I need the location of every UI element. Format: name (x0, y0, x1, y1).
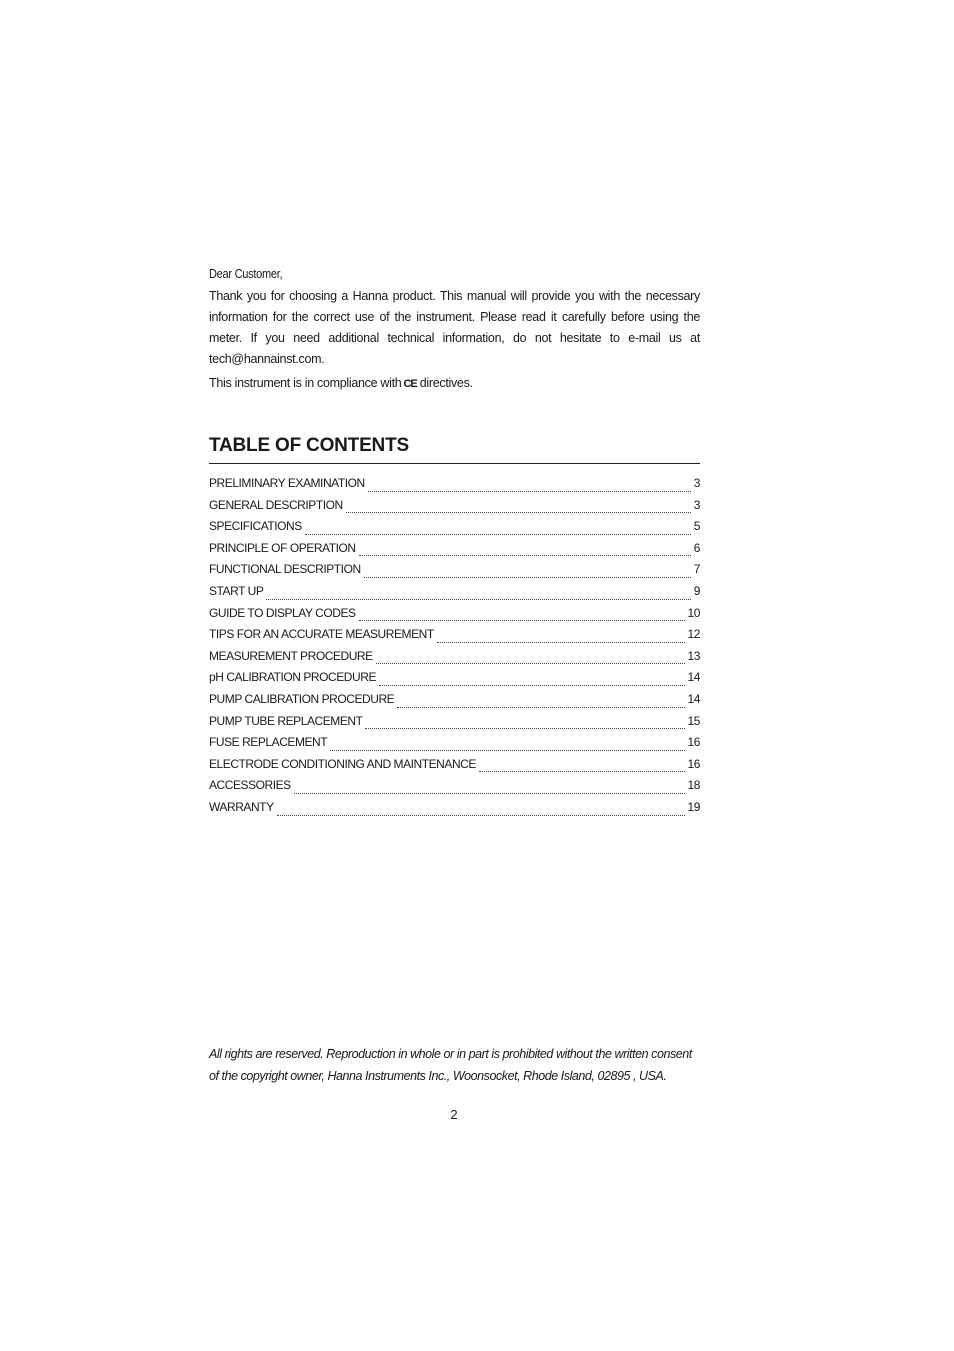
toc-dot-leader (294, 792, 685, 794)
toc-entry (209, 670, 700, 692)
toc-entry-label: FUNCTIONAL DESCRIPTION (209, 562, 361, 577)
toc-dot-leader (397, 706, 684, 708)
toc-heading: TABLE OF CONTENTS (209, 434, 700, 464)
toc-entry (209, 606, 700, 628)
toc-entry-label: MEASUREMENT PROCEDURE (209, 648, 373, 663)
toc-entry (209, 800, 700, 822)
toc-entry-label: TIPS FOR AN ACCURATE MEASUREMENT (209, 627, 434, 642)
toc-dot-leader (346, 511, 691, 513)
toc-entry-label: GUIDE TO DISPLAY CODES (209, 605, 356, 620)
compliance-text: This instrument is in compliance with (209, 376, 402, 390)
toc-entry-label: ACCESSORIES (209, 778, 291, 793)
toc-entry (209, 735, 700, 757)
toc-entry-label: PUMP CALIBRATION PROCEDURE (209, 691, 395, 706)
toc-entry-label: pH CALIBRATION PROCEDURE (209, 670, 377, 685)
toc-entry (209, 541, 700, 563)
toc-entry-label: PRINCIPLE OF OPERATION (209, 540, 356, 555)
toc-dot-leader (266, 598, 690, 600)
toc-entry (209, 562, 700, 584)
toc-entry-label: PRELIMINARY EXAMINATION (209, 476, 365, 490)
toc-entry-label: FUSE REPLACEMENT (209, 735, 328, 750)
toc-entry-page: 15 (687, 713, 700, 728)
toc-entry-label: START UP (209, 583, 264, 598)
toc-dot-leader (479, 770, 685, 772)
toc-dot-leader (359, 619, 685, 621)
toc-entry-page: 14 (687, 691, 700, 706)
toc-entry (209, 584, 700, 606)
toc-entry-page: 16 (687, 735, 700, 750)
toc-entry-page: 9 (693, 583, 700, 598)
toc-dot-leader (368, 490, 691, 492)
toc-entry-page: 14 (687, 670, 700, 685)
toc-entry-page: 13 (687, 648, 700, 663)
page-number: 2 (450, 1107, 458, 1122)
toc-dot-leader (364, 576, 691, 578)
copyright-notice: All rights are reserved. Reproduction in whole or in part is prohibited without the written consent of the copyright owner, Hanna Instruments Inc., Woonsocket, Rhode Island, 02895 , USA. (209, 1047, 692, 1083)
toc-dot-leader (379, 684, 685, 686)
intro-paragraph: Thank you for choosing a Hanna product. This manual will provide you with the necessary information for the correct use of the instrument. Please read it carefully before using the meter. If you need additional technical information, do not hesitate to e-mail us at tech@hannainst.com. (209, 289, 700, 366)
toc-entry (209, 714, 700, 736)
toc-entry-page: 12 (687, 627, 700, 642)
page-content (209, 264, 700, 822)
toc-entry (209, 649, 700, 671)
toc-entry-page: 6 (693, 540, 700, 555)
toc-entry (209, 778, 700, 800)
ce-mark-icon: CE (403, 378, 417, 390)
toc-dot-leader (330, 749, 684, 751)
compliance-statement (209, 373, 700, 395)
toc-entry (209, 498, 700, 520)
toc-entry-page: 3 (693, 476, 700, 490)
toc-dot-leader (359, 554, 691, 556)
toc-entry-label: SPECIFICATIONS (209, 519, 302, 534)
toc-entry (209, 519, 700, 541)
compliance-suffix: directives. (419, 376, 473, 390)
toc-entry-page: 19 (687, 799, 700, 814)
toc-entry-page: 5 (693, 519, 700, 534)
toc-entry-page: 3 (693, 497, 700, 512)
toc-entry (209, 627, 700, 649)
toc-entry-page: 7 (693, 562, 700, 577)
toc-dot-leader (277, 814, 685, 816)
toc-entry (209, 692, 700, 714)
toc-entry-label: GENERAL DESCRIPTION (209, 497, 343, 512)
toc-list (209, 476, 700, 822)
toc-entry-label: ELECTRODE CONDITIONING AND MAINTENANCE (209, 756, 476, 771)
toc-dot-leader (437, 641, 685, 643)
toc-entry-page: 16 (687, 756, 700, 771)
toc-dot-leader (365, 727, 684, 729)
toc-entry-page: 10 (687, 605, 700, 620)
toc-entry-label: PUMP TUBE REPLACEMENT (209, 713, 363, 728)
toc-dot-leader (376, 662, 685, 664)
toc-dot-leader (305, 533, 691, 535)
salutation: Dear Customer, (209, 267, 283, 281)
toc-entry-page: 18 (687, 778, 700, 793)
toc-entry (209, 476, 700, 498)
toc-entry-label: WARRANTY (209, 799, 274, 814)
toc-entry (209, 757, 700, 779)
